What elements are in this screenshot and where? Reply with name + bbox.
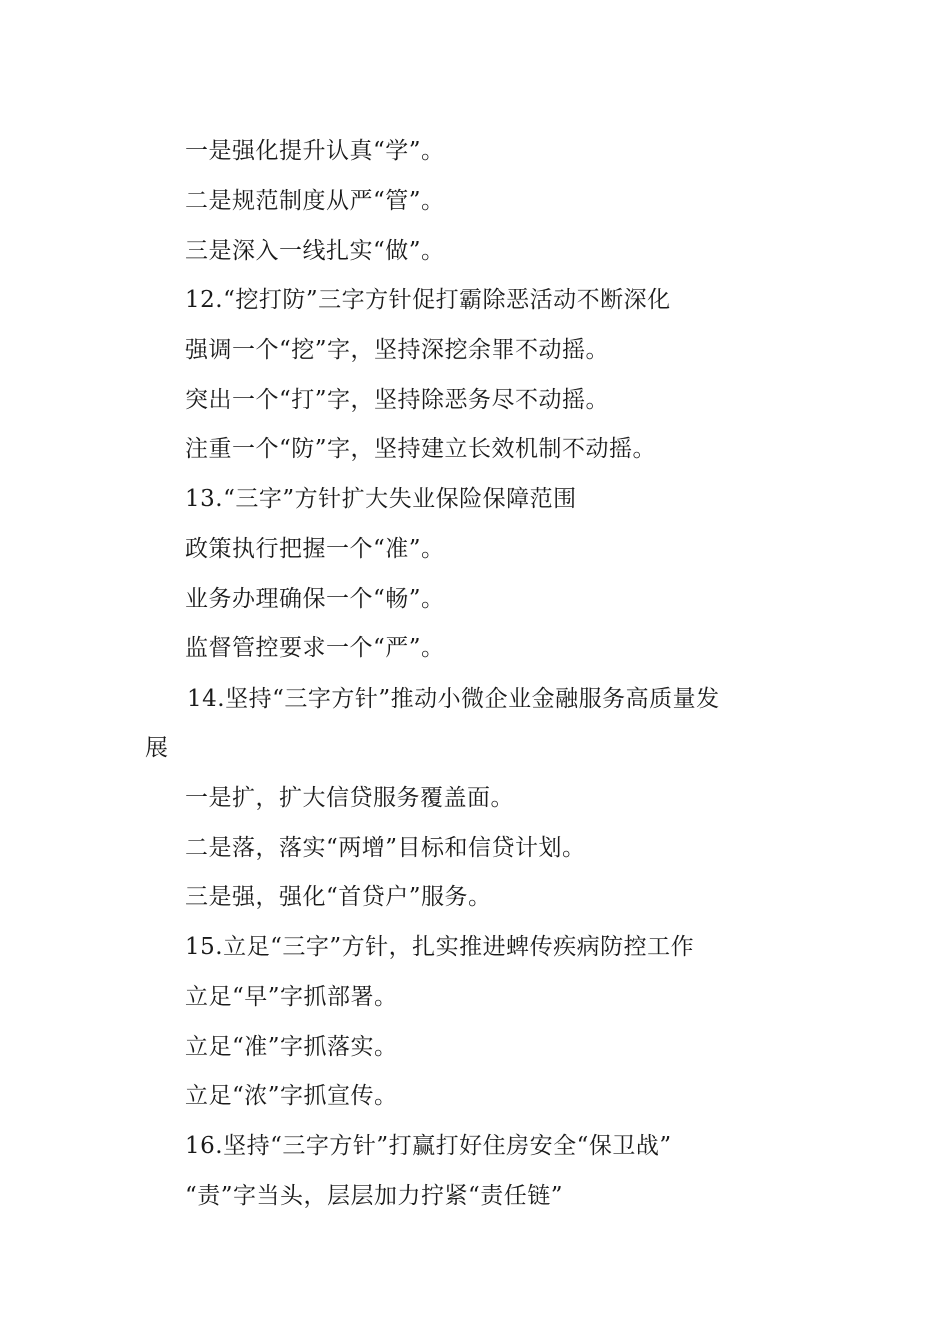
text-line: 立足“浓”字抓宣传。 — [185, 1083, 398, 1109]
text-line: 政策执行把握一个“准”。 — [185, 536, 445, 562]
section-heading-continuation: 展 — [145, 735, 169, 761]
text-line: 突出一个“打”字，坚持除恶务尽不动摇。 — [185, 387, 610, 413]
text-line: 三是强，强化“首贷户”服务。 — [185, 884, 492, 910]
section-heading: 13.“三字”方针扩大失业保险保障范围 — [185, 486, 577, 512]
text-line: 二是落，落实“两增”目标和信贷计划。 — [185, 835, 586, 861]
text-line: 强调一个“挖”字，坚持深挖余罪不动摇。 — [185, 337, 610, 363]
section-heading: 15.立足“三字”方针，扎实推进蜱传疾病防控工作 — [185, 934, 695, 960]
text-line: 立足“早”字抓部署。 — [185, 984, 398, 1010]
text-line: 注重一个“防”字，坚持建立长效机制不动摇。 — [185, 436, 657, 462]
text-line: 监督管控要求一个“严”。 — [185, 635, 445, 661]
text-line: 业务办理确保一个“畅”。 — [185, 586, 445, 612]
section-heading: 12.“挖打防”三字方针促打霸除恶活动不断深化 — [185, 287, 671, 313]
text-line: 二是规范制度从严“管”。 — [185, 188, 445, 214]
text-line: 三是深入一线扎实“做”。 — [185, 238, 445, 264]
section-heading: 14.坚持“三字方针”推动小微企业金融服务高质量发 — [187, 686, 720, 712]
text-line: 立足“准”字抓落实。 — [185, 1034, 398, 1060]
section-heading: 16.坚持“三字方针”打赢打好住房安全“保卫战” — [185, 1133, 672, 1159]
text-line: 一是扩，扩大信贷服务覆盖面。 — [185, 785, 514, 811]
text-line: “责”字当头，层层加力拧紧“责任链” — [185, 1183, 564, 1209]
text-line: 一是强化提升认真“学”。 — [185, 138, 445, 164]
